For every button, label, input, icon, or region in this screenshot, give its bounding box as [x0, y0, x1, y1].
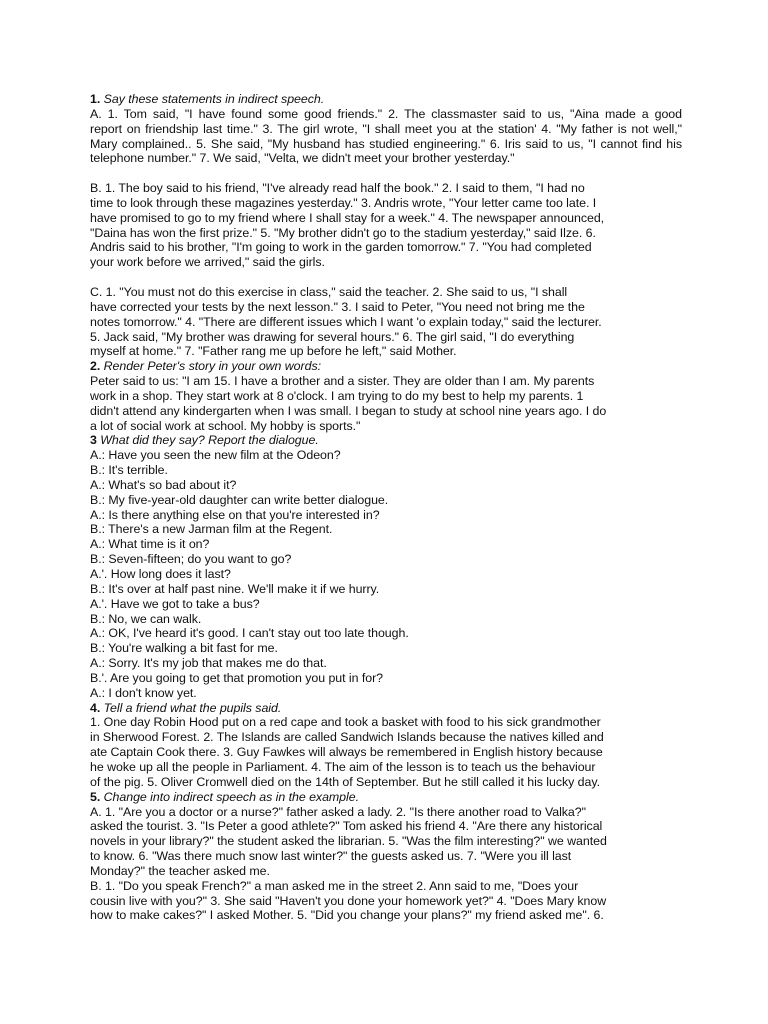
document-page [90, 92, 682, 923]
section-title: Tell a friend what the pupils said. [103, 700, 282, 715]
section-1-part-a [90, 107, 682, 166]
text-line: he woke up all the people in Parliament. 4. The aim of the lesson is to teach us the behaviour [90, 759, 596, 774]
text-line: to know. 6. "Was there much snow last winter?" the guests asked us. 7. "Were you ill last [90, 849, 572, 864]
dialogue-line: A.: What's so bad about it? [90, 477, 237, 492]
text-line: telephone number." 7. We said, "Velta, we didn't meet your brother yesterday." [90, 151, 515, 166]
section-title: Change into indirect speech as in the example. [103, 789, 359, 804]
dialogue-line: B.: It's terrible. [90, 463, 168, 478]
section-1-part-b [90, 181, 682, 270]
dialogue-line: A.: OK, I've heard it's good. I can't stay out too late though. [90, 626, 409, 641]
text-line: C. 1. "You must not do this exercise in class," said the teacher. 2. She said to us, "I shall [90, 284, 568, 299]
section-3-dialogue [90, 448, 682, 700]
text-line: Mary complained.. 5. She said, "My husband has studied engineering." 6. Iris said to us, "I cannot find his [90, 136, 682, 151]
section-title: Say these statements in indirect speech. [103, 92, 325, 106]
dialogue-line: A.'. How long does it last? [90, 567, 231, 581]
text-line: have promised to go to my friend where I shall stay for a week." 4. The newspaper announced, [90, 210, 605, 225]
text-line: how to make cakes?" I asked Mother. 5. "Did you change your plans?" my friend asked me". 6. [90, 908, 604, 923]
section-number-dot: . [96, 789, 101, 804]
text-line: A. 1. Tom said, "I have found some good friends." 2. The classmaster said to us, "Aina made a good [90, 106, 682, 121]
text-line: cousin live with you?" 3. She said "Haven't you done your homework yet?" 4. "Does Mary know [90, 893, 607, 908]
dialogue-line: B.: Seven-fifteen; do you want to go? [90, 552, 292, 567]
spacer [90, 270, 682, 285]
dialogue-line: B.: You're walking a bit fast for me. [90, 641, 278, 656]
section-title: What did they say? Report the dialogue. [100, 433, 319, 448]
section-number: 5 [90, 789, 97, 804]
text-line: "Daina has won the first prize." 5. "My brother didn't go to the stadium yesterday," said Ilze. 6. [90, 225, 596, 240]
text-line: Peter said to us: "I am 15. I have a brother and a sister. They are older than I am. My parents [90, 374, 595, 389]
text-line: asked the tourist. 3. "Is Peter a good athlete?" Tom asked his friend 4. "Are there any historical [90, 819, 603, 834]
text-line: work in a shop. They start work at 8 o'clock. I am trying to do my best to help my parents. 1 [90, 388, 584, 403]
dialogue-line: A.: Sorry. It's my job that makes me do that. [90, 656, 327, 671]
section-number: 3 [90, 433, 97, 448]
section-4-body [90, 715, 682, 789]
text-line: didn't attend any kindergarten when I was small. I began to study at school nine years ago. I do [90, 403, 607, 418]
text-line: B. 1. "Do you speak French?" a man asked me in the street 2. Ann said to me, "Does your [90, 878, 579, 893]
text-line: your work before we arrived," said the girls. [90, 255, 325, 270]
text-line: time to look through these magazines yesterday." 3. Andris wrote, "Your letter came too late. I [90, 195, 597, 210]
dialogue-line: A.'. Have we got to take a bus? [90, 596, 260, 611]
section-2-body [90, 374, 682, 433]
section-2-heading [90, 359, 682, 374]
section-3-heading [90, 433, 682, 448]
section-title: Render Peter's story in your own words: [103, 359, 321, 374]
section-1-heading [90, 92, 682, 107]
text-line: A. 1. "Are you a doctor or a nurse?" father asked a lady. 2. "Is there another road to Valka?" [90, 804, 586, 819]
dialogue-line: A.: What time is it on? [90, 537, 210, 552]
text-line: ate Captain Cook there. 3. Guy Fawkes will always be remembered in English history because [90, 745, 603, 760]
text-line: have corrected your tests by the next lesson." 3. I said to Peter, "You need not bring me the [90, 299, 585, 314]
text-line: Andris said to his brother, "I'm going to work in the garden tomorrow." 7. "You had completed [90, 240, 592, 255]
text-line: 1. One day Robin Hood put on a red cape and took a basket with food to his sick grandmother [90, 715, 601, 730]
text-line: notes tomorrow." 4. "There are different issues which I want 'o explain today," said the lecturer. [90, 314, 602, 329]
section-5-heading [90, 790, 682, 805]
dialogue-line: B.'. Are you going to get that promotion you put in for? [90, 670, 383, 685]
dialogue-line: B.: It's over at half past nine. We'll make it if we hurry. [90, 581, 380, 596]
text-line: in Sherwood Forest. 2. The Islands are called Sandwich Islands because the natives killed and [90, 730, 604, 745]
dialogue-line: A.: Is there anything else on that you're interested in? [90, 507, 380, 522]
dialogue-line: A.: Have you seen the new film at the Odeon? [90, 448, 341, 463]
section-number: 2. [90, 359, 101, 374]
section-1-part-c [90, 285, 682, 359]
text-line: B. 1. The boy said to his friend, "I've already read half the book." 2. I said to them, "I had no [90, 181, 585, 196]
section-4-heading [90, 701, 682, 716]
text-line: of the pig. 5. Oliver Cromwell died on the 14th of September. But he still called it his lucky day. [90, 774, 600, 789]
dialogue-line: B.: My five-year-old daughter can write better dialogue. [90, 492, 389, 507]
dialogue-line: A.: I don't know yet. [90, 685, 197, 700]
text-line: report on friendship last time." 3. The girl wrote, "I shall meet you at the station' 4. "My father is not well," [90, 121, 682, 136]
text-line: 5. Jack said, "My brother was drawing for several hours." 6. The girl said, "I do everything [90, 329, 575, 344]
text-line: myself at home." 7. "Father rang me up before he left," said Mother. [90, 344, 457, 359]
text-line: Monday?" the teacher asked me. [90, 863, 270, 878]
spacer [90, 166, 682, 181]
section-number: 1. [90, 92, 101, 106]
section-number: 4 [90, 700, 97, 715]
text-line: a lot of social work at school. My hobby is sports." [90, 418, 361, 433]
section-number-dot: . [96, 700, 101, 715]
dialogue-line: B.: There's a new Jarman film at the Regent. [90, 522, 333, 537]
text-line: novels in your library?" the student asked the librarian. 5. "Was the film interesting?" we wanted [90, 834, 607, 849]
dialogue-line: B.: No, we can walk. [90, 611, 202, 626]
section-5-body [90, 805, 682, 924]
